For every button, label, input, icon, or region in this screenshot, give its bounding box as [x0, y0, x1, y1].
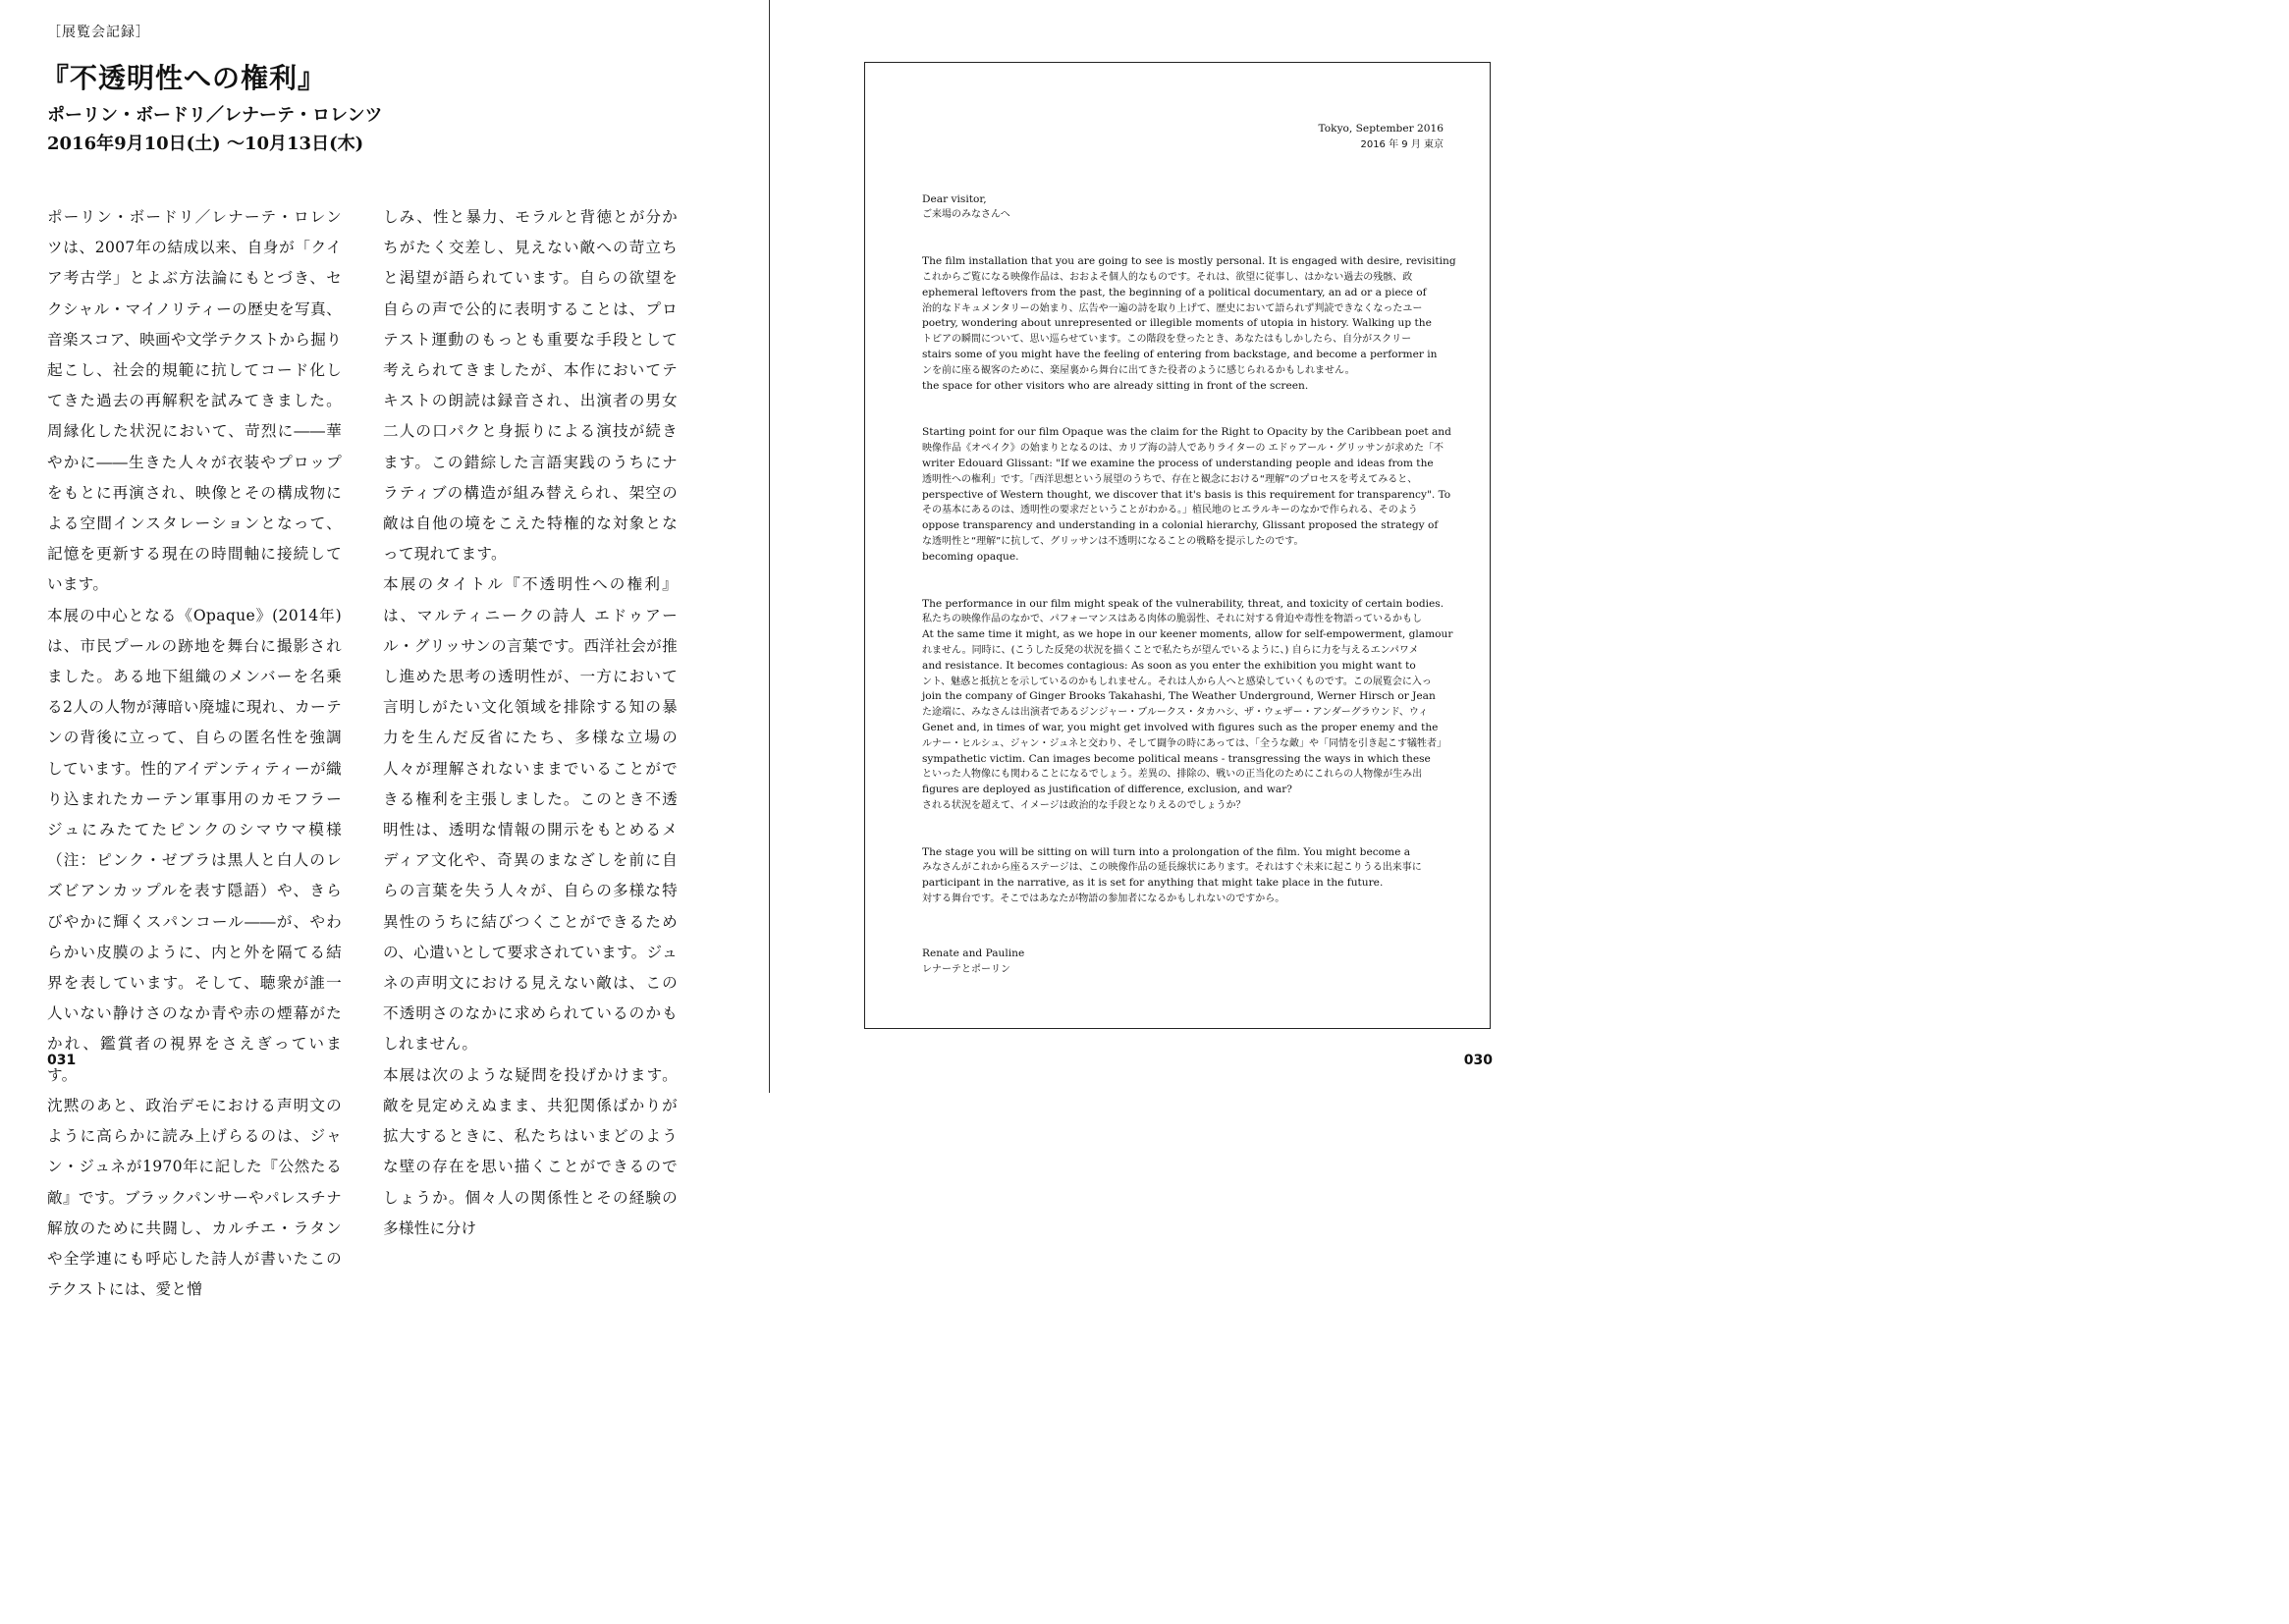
left-page — [0, 0, 769, 1299]
letter-line-ja: トピアの瞬間について、思い巡らせています。この階段を登ったとき、あなたはもしかしたら、自分がスクリー — [922, 334, 1412, 346]
letter-line-ja: 私たちの映像作品のなかで、パフォーマンスはある肉体の脆弱性、それに対する脅迫や毒性を物語っているかもし — [922, 614, 1422, 625]
letter-line-ja: た途端に、みなさんは出演者であるジンジャー・ブルークス・タカハシ、ザ・ウェザー・アンダーグラウンド、ウィ — [922, 707, 1429, 719]
letter-paragraph — [922, 845, 1444, 907]
letter-line-ja: 映像作品《オペイク》の始まりとなるのは、カリブ海の詩人でありライターの エドゥアール・グリッサンが求めた「不 — [922, 443, 1444, 455]
letter-line-ja: 治的なドキュメンタリーの始まり、広告や一遍の詩を取り上げて、歴史において語られず判読できなくなったユー — [922, 302, 1423, 314]
salutation-en: Dear visitor, — [922, 192, 987, 205]
section-label: ［展覧会記録］ — [47, 25, 150, 40]
letter-paragraph — [922, 425, 1451, 565]
signature-ja: レナーテとポーリン — [922, 963, 1010, 975]
body-paragraph: 本展のタイトル『不透明性への権利』は、マルティニークの詩人 エドゥアール・グリッサンの言葉です。西洋社会が推し進めた思考の透明性が、一方において言明しがたい文化領域を排除する知の暴力を生んだ反省にたち、多様な立場の人々が理解されないままでいることができる権利を主張しました。このとき不透明性は、透明な情報の開示をもとめるメディア文化や、奇異のまなざしを前に自らの言葉を失う人々が、自らの多様な特異性のうちに結びつくことができるための、心遣いとして要求されています。ジュネの声明文における見えない敵は、この不透明さのなかに求められているのかもしれません。 — [383, 575, 678, 1054]
letter-line-ja: 対する舞台です。そこではあなたが物語の参加者になるかもしれないのですから。 — [922, 893, 1285, 905]
letter-line-en: The film installation that you are going to see is mostly personal. It is engaged with desire, revisiting — [922, 255, 1456, 268]
body-paragraph: しみ、性と暴力、モラルと背徳とが分かちがたく交差し、見えない敵への苛立ちと渇望が語られています。自らの欲望を自らの声で公的に表明することは、プロテスト運動のもっとも重要な手段として考えられてきましたが、本作においてテキストの朗読は録音され、出演者の男女二人の口パクと身振りによる演技が続きます。この錯綜した言語実践のうちにナラティブの構造が組み替えられ、架空の敵は自他の境をこえた特権的な対象となって現れてます。 — [383, 208, 678, 564]
letter-line-en: the space for other visitors who are already sitting in front of the screen. — [922, 379, 1309, 392]
letter-line-en: join the company of Ginger Brooks Takahashi, The Weather Underground, Werner Hirsch or Jean — [922, 690, 1436, 703]
letter-line-ja: ルナー・ヒルシュ、ジャン・ジュネと交わり、そして闘争の時にあっては、「全うな敵」や「同情を引き起こす犠牲者」 — [922, 737, 1447, 749]
letter-line-ja: 透明性への権利」です。「西洋思想という展望のうちで、存在と観念における“理解”のプロセスを考えてみると、 — [922, 473, 1418, 485]
letter-line-ja: ント、魅惑と抵抗とを示しているのかもしれません。それは人から人へと感染していくものです。この展覧会に入っ — [922, 676, 1432, 687]
letter-paragraph — [922, 597, 1453, 814]
body-paragraph: 沈黙のあと、政治デモにおける声明文のように高らかに読み上げらるのは、ジャン・ジュネが1970年に記した『公然たる敵』です。ブラックパンサーやパレスチナ解放のために共闘し、カルチエ・ラタンや全学連にも呼応した詩人が書いたこのテクストには、愛と憎 — [47, 1096, 342, 1299]
body-column-2 — [383, 202, 678, 1237]
letter-line-en: The performance in our film might speak of the vulnerability, threat, and toxicity of certain bodies. — [922, 597, 1444, 610]
letter-paragraph — [922, 254, 1456, 394]
letter-line-en: Genet and, in times of war, you might get involved with figures such as the proper enemy and the — [922, 721, 1439, 733]
letter-line-ja: ンを前に座る観客のために、楽屋裏から舞台に出てきた役者のように感じられるかもしれません。 — [922, 364, 1355, 376]
letter-line-ja: といった人物像にも関わることになるでしょう。差異の、排除の、戦いの正当化のためにこれらの人物像が生み出 — [922, 769, 1423, 781]
body-paragraph: ポーリン・ボードリ／レナーテ・ロレンツは、2007年の結成以来、自身が「クイア考古学」とよぶ方法論にもとづき、セクシャル・マイノリティーの歴史を写真、音楽スコア、映画や文学テクストから掘り起こし、社会的規範に抗してコード化してきた過去の再解釈を試みてきました。周縁化した状況において、苛烈に――華やかに――生きた人々が衣装やプロップをもとに再演され、映像とその構成物による空間インスタレーションとなって、記憶を更新する現在の時間軸に接続しています。 — [47, 208, 342, 594]
letter-line-en: Starting point for our film Opaque was the claim for the Right to Opacity by the Caribbean poet and — [922, 426, 1451, 439]
letter-line-ja: れません。同時に、(こうした反発の状況を描くことで私たちが望んでいるように、) 自らに力を与えるエンパワメ — [922, 644, 1419, 656]
letter-frame — [864, 62, 1491, 1029]
body-paragraph: 本展の中心となる《Opaque》(2014年)は、市民プールの跡地を舞台に撮影されました。ある地下組織のメンバーを名乗る2人の人物が薄暗い廃墟に現れ、カーテンの背後に立って、自らの匿名性を強調しています。性的アイデンティティーが織り込まれたカーテン軍事用のカモフラージュにみたてたピンクのシマウマ模様（注：ピンク・ゼブラは黒人と白人のレズビアンカップルを表す隠語）や、きらびやかに輝くスパンコール――が、やわらかい皮膜のように、内と外を隔てる結界を表しています。そして、聴衆が誰一人いない静けさのなか青や赤の煙幕がたかれ、鑑賞者の視界をさえぎっています。 — [47, 606, 342, 1084]
letter-line-ja: される状況を超えて、イメージは政治的な手段となりえるのでしょうか？ — [922, 799, 1246, 811]
letter-line-en: sympathetic victim. Can images become political means - transgressing the ways in which these — [922, 752, 1431, 765]
letter-line-en: ephemeral leftovers from the past, the beginning of a political documentary, an ad or a piece of — [922, 286, 1427, 298]
letter-paragraphs — [922, 254, 1456, 907]
page-number-left: 031 — [47, 1053, 77, 1068]
letter-line-ja: その基本にあるのは、透明性の要求だということがわかる。」植民地のヒエラルキーのなかで作られる、そのよう — [922, 505, 1418, 516]
letter-line-en: writer Edouard Glissant: "If we examine the process of understanding people and ideas from the — [922, 457, 1434, 469]
artist-names: ポーリン・ボードリ／レナーテ・ロレンツ — [47, 105, 383, 126]
letter-line-en: oppose transparency and understanding in a colonial hierarchy, Glissant proposed the strategy of — [922, 519, 1439, 532]
letter-line-en: poetry, wondering about unrepresented or illegible moments of utopia in history. Walking up the — [922, 317, 1432, 330]
letter-line-en: The stage you will be sitting on will turn into a prolongation of the film. You might become a — [922, 845, 1411, 858]
right-page — [770, 0, 1540, 1093]
page-number-right: 030 — [1463, 1053, 1493, 1068]
letter-line-ja: これからご覧になる映像作品は、おおよそ個人的なものです。それは、欲望に従事し、はかない過去の残骸、政 — [922, 271, 1413, 283]
dateline — [922, 122, 1444, 153]
letter-body — [922, 122, 1456, 977]
dateline-en: Tokyo, September 2016 — [1318, 123, 1444, 135]
letter-line-en: figures are deployed as justification of difference, exclusion, and war? — [922, 784, 1292, 796]
salutation-ja: ご来場のみなさんへ — [922, 209, 1010, 221]
letter-line-ja: な透明性と“理解”に抗して、グリッサンは不透明になることの戦略を提示したのです。 — [922, 535, 1304, 547]
dateline-ja: 2016 年 9 月 東京 — [1360, 138, 1444, 150]
letter-line-ja: みなさんがこれから座るステージは、この映像作品の延長線状にあります。それはすぐ未来に起こりうる出来事に — [922, 862, 1422, 874]
letter-line-en: perspective of Western thought, we discover that it's basis is this requirement for transparency". To — [922, 488, 1451, 501]
letter-line-en: At the same time it might, as we hope in our keener moments, allow for self-empowerment, glamour — [922, 628, 1453, 641]
body-paragraph: 本展は次のような疑問を投げかけます。敵を見定めえぬまま、共犯関係ばかりが拡大するときに、私たちはいまどのような壁の存在を思い描くことができるのでしょうか。個々人の関係性とその経験の多様性に分け — [383, 1065, 678, 1237]
salutation — [922, 192, 1444, 224]
exhibition-dates: 2016年9月10日(土) ～10月13日(木) — [47, 134, 364, 154]
exhibition-title: 『不透明性への権利』 — [41, 62, 327, 94]
letter-line-en: becoming opaque. — [922, 550, 1019, 563]
letter-line-en: participant in the narrative, as it is set for anything that might take place in the future. — [922, 877, 1384, 890]
signature-en: Renate and Pauline — [922, 947, 1025, 959]
letter-line-en: and resistance. It becomes contagious: As soon as you enter the exhibition you might want to — [922, 659, 1416, 672]
signature — [922, 947, 1444, 978]
letter-line-en: stairs some of you might have the feeling of entering from backstage, and become a performer in — [922, 348, 1438, 360]
